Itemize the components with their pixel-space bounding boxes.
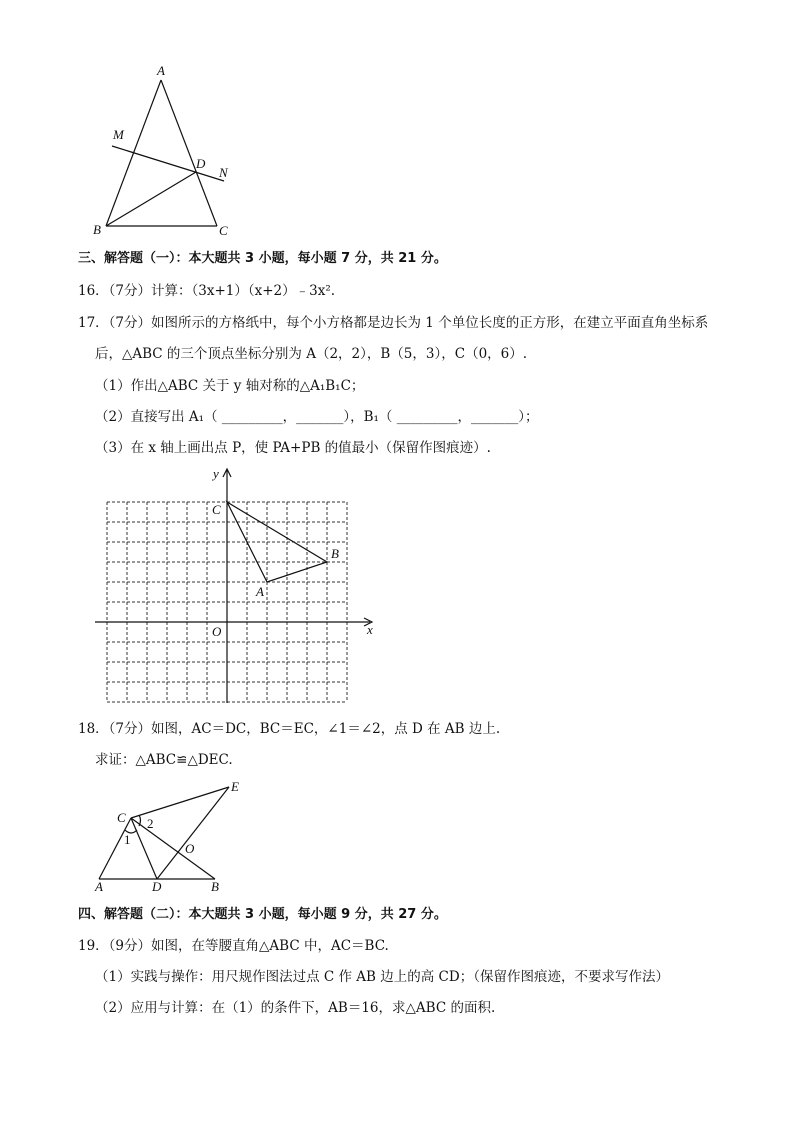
vertex-label-B: B <box>331 546 339 561</box>
point-label-N: N <box>219 165 228 180</box>
line-MN <box>112 146 224 181</box>
question-18-line-1: 18．（7分）如图，AC＝DC，BC＝EC，∠1＝∠2，点 D 在 AB 边上. <box>78 721 501 737</box>
segment-AC <box>161 80 217 226</box>
question-17-part-2: （2）直接写出 A₁（ _________，_______），B₁（ _________，_______）； <box>95 409 539 425</box>
vertex-label-A: A <box>95 879 103 894</box>
segment-DE <box>157 787 229 879</box>
x-axis-label: x <box>367 622 373 637</box>
triangle-figure-1 <box>80 60 250 240</box>
vertex-label-A: A <box>157 63 165 78</box>
angle-label-1: 1 <box>124 832 131 847</box>
section-3-title: 三、解答题（一）：本大题共 3 小题，每小题 7 分，共 21 分。 <box>78 251 447 266</box>
segment-CE <box>131 787 229 818</box>
question-19-part-2: （2）应用与计算：在（1）的条件下，AB＝16，求△ABC 的面积. <box>95 1000 496 1016</box>
angle-label-2: 2 <box>147 816 154 831</box>
point-label-M: M <box>113 127 124 142</box>
origin-label: O <box>212 624 222 639</box>
vertex-label-C: C <box>219 223 228 238</box>
coordinate-grid <box>90 462 380 707</box>
vertex-label-E: E <box>231 779 239 794</box>
question-17-part-1: （1）作出△ABC 关于 y 轴对称的△A₁B₁C； <box>95 378 365 394</box>
question-18-line-2: 求证：△ABC≌△DEC. <box>95 752 233 768</box>
vertex-label-D: D <box>152 879 162 894</box>
vertex-label-C: C <box>212 502 221 517</box>
vertex-label-A: A <box>256 584 264 599</box>
point-label-O: O <box>185 841 195 856</box>
y-axis-label: y <box>213 466 219 481</box>
vertex-label-B: B <box>211 879 219 894</box>
question-19-line-1: 19．（9分）如图，在等腰直角△ABC 中，AC＝BC. <box>78 938 389 954</box>
section-4-title: 四、解答题（二）：本大题共 3 小题，每小题 9 分，共 27 分。 <box>78 907 447 922</box>
vertex-label-B: B <box>93 222 101 237</box>
question-17-line-2: 后，△ABC 的三个顶点坐标分别为 A（2，2），B（5，3），C（0，6）. <box>95 346 528 362</box>
segment-BD <box>106 172 196 226</box>
segment-CA <box>99 818 131 879</box>
vertex-label-C: C <box>117 810 126 825</box>
question-17-line-1: 17．（7分）如图所示的方格纸中，每个小方格都是边长为 1 个单位长度的正方形，在建立平面直角坐标系 <box>78 315 709 331</box>
question-19-part-1: （1）实践与操作：用尺规作图法过点 C 作 AB 边上的高 CD；（保留作图痕迹，不要求写作法） <box>95 969 669 985</box>
angle-arc <box>139 815 141 826</box>
point-label-D: D <box>196 156 206 171</box>
triangle-figure-18 <box>88 775 258 897</box>
question-17-part-3: （3）在 x 轴上画出点 P，使 PA+PB 的值最小（保留作图痕迹）. <box>95 440 491 456</box>
question-16: 16．（7分）计算：（3x+1）（x+2）﹣3x². <box>78 283 336 299</box>
